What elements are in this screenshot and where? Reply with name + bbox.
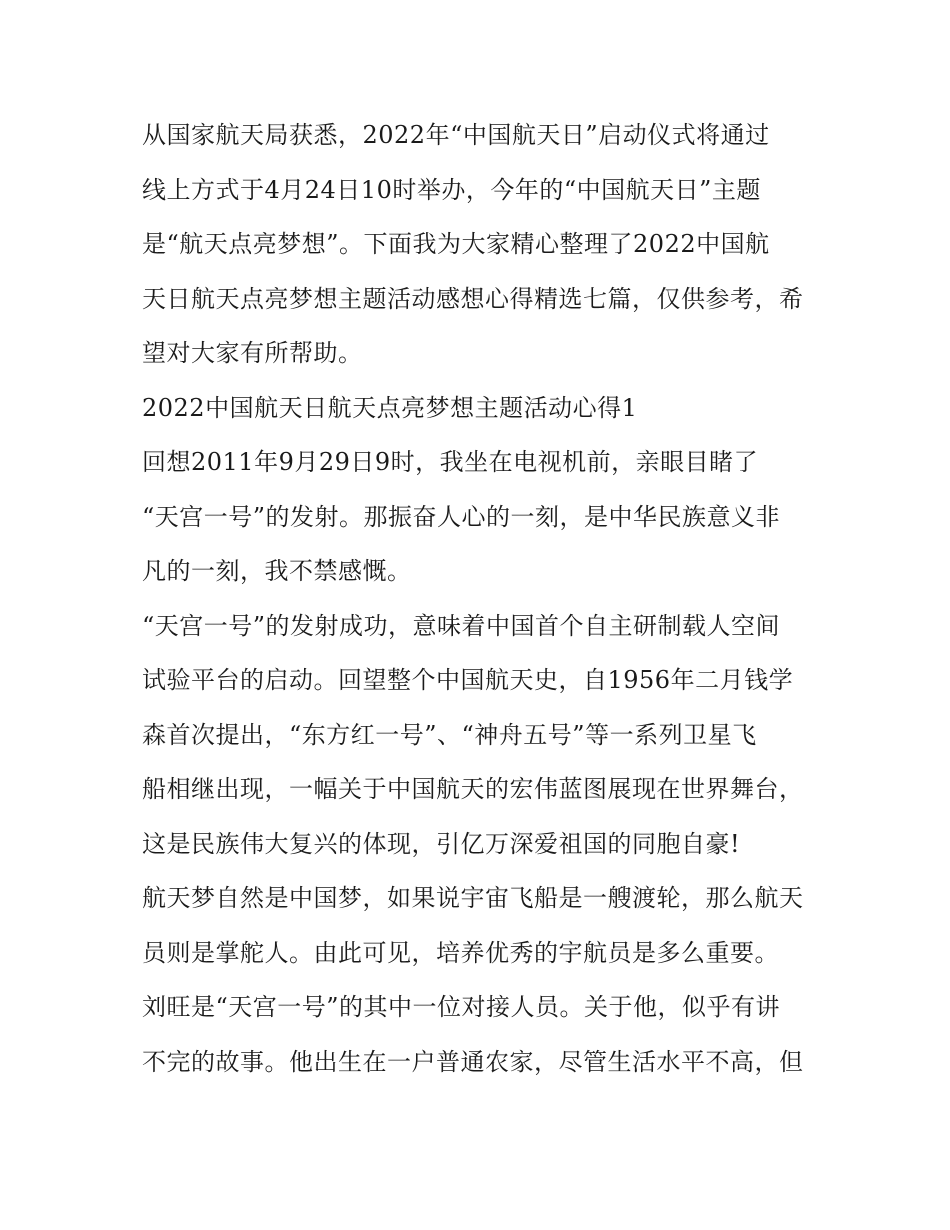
body-line: 员则是掌舵人。由此可见，培养优秀的宇航员是多么重要。 xyxy=(142,938,779,967)
body-line: 试验平台的启动。回望整个中国航天史，自1956年二月钱学 xyxy=(142,666,794,694)
body-line: “天宫一号”的发射成功，意味着中国首个自主研制载人空间 xyxy=(142,611,781,640)
body-line: 刘旺是“天宫一号”的其中一位对接人员。关于他，似乎有讲 xyxy=(142,993,781,1021)
section-heading: 2022中国航天日航天点亮梦想主题活动心得1 xyxy=(142,393,638,422)
body-line: 船相继出现，一幅关于中国航天的宏伟蓝图展现在世界舞台， xyxy=(142,775,804,803)
intro-line: 是“航天点亮梦想”。下面我为大家精心整理了2022中国航 xyxy=(142,230,770,258)
intro-line: 望对大家有所帮助。 xyxy=(142,339,363,367)
document-body xyxy=(142,108,822,1089)
body-line: 航天梦自然是中国梦，如果说宇宙飞船是一艘渡轮，那么航天 xyxy=(142,884,804,912)
intro-line: 从国家航天局获悉，2022年“中国航天日”启动仪式将通过 xyxy=(142,121,770,149)
intro-line: 线上方式于4月24日10时举办，今年的“中国航天日”主题 xyxy=(142,175,761,204)
intro-line: 天日航天点亮梦想主题活动感想心得精选七篇，仅供参考，希 xyxy=(142,284,804,313)
body-line: 森首次提出，“东方红一号”、“神舟五号”等一系列卫星飞 xyxy=(142,720,757,749)
body-line: 不完的故事。他出生在一户普通农家，尽管生活水平不高，但 xyxy=(142,1047,804,1076)
body-line: 这是民族伟大复兴的体现，引亿万深爱祖国的同胞自豪! xyxy=(142,829,741,858)
body-line: “天宫一号”的发射。那振奋人心的一刻，是中华民族意义非 xyxy=(142,502,781,531)
body-line: 回想2011年9月29日9时，我坐在电视机前，亲眼目睹了 xyxy=(142,448,759,476)
body-line: 凡的一刻，我不禁感慨。 xyxy=(142,557,412,585)
